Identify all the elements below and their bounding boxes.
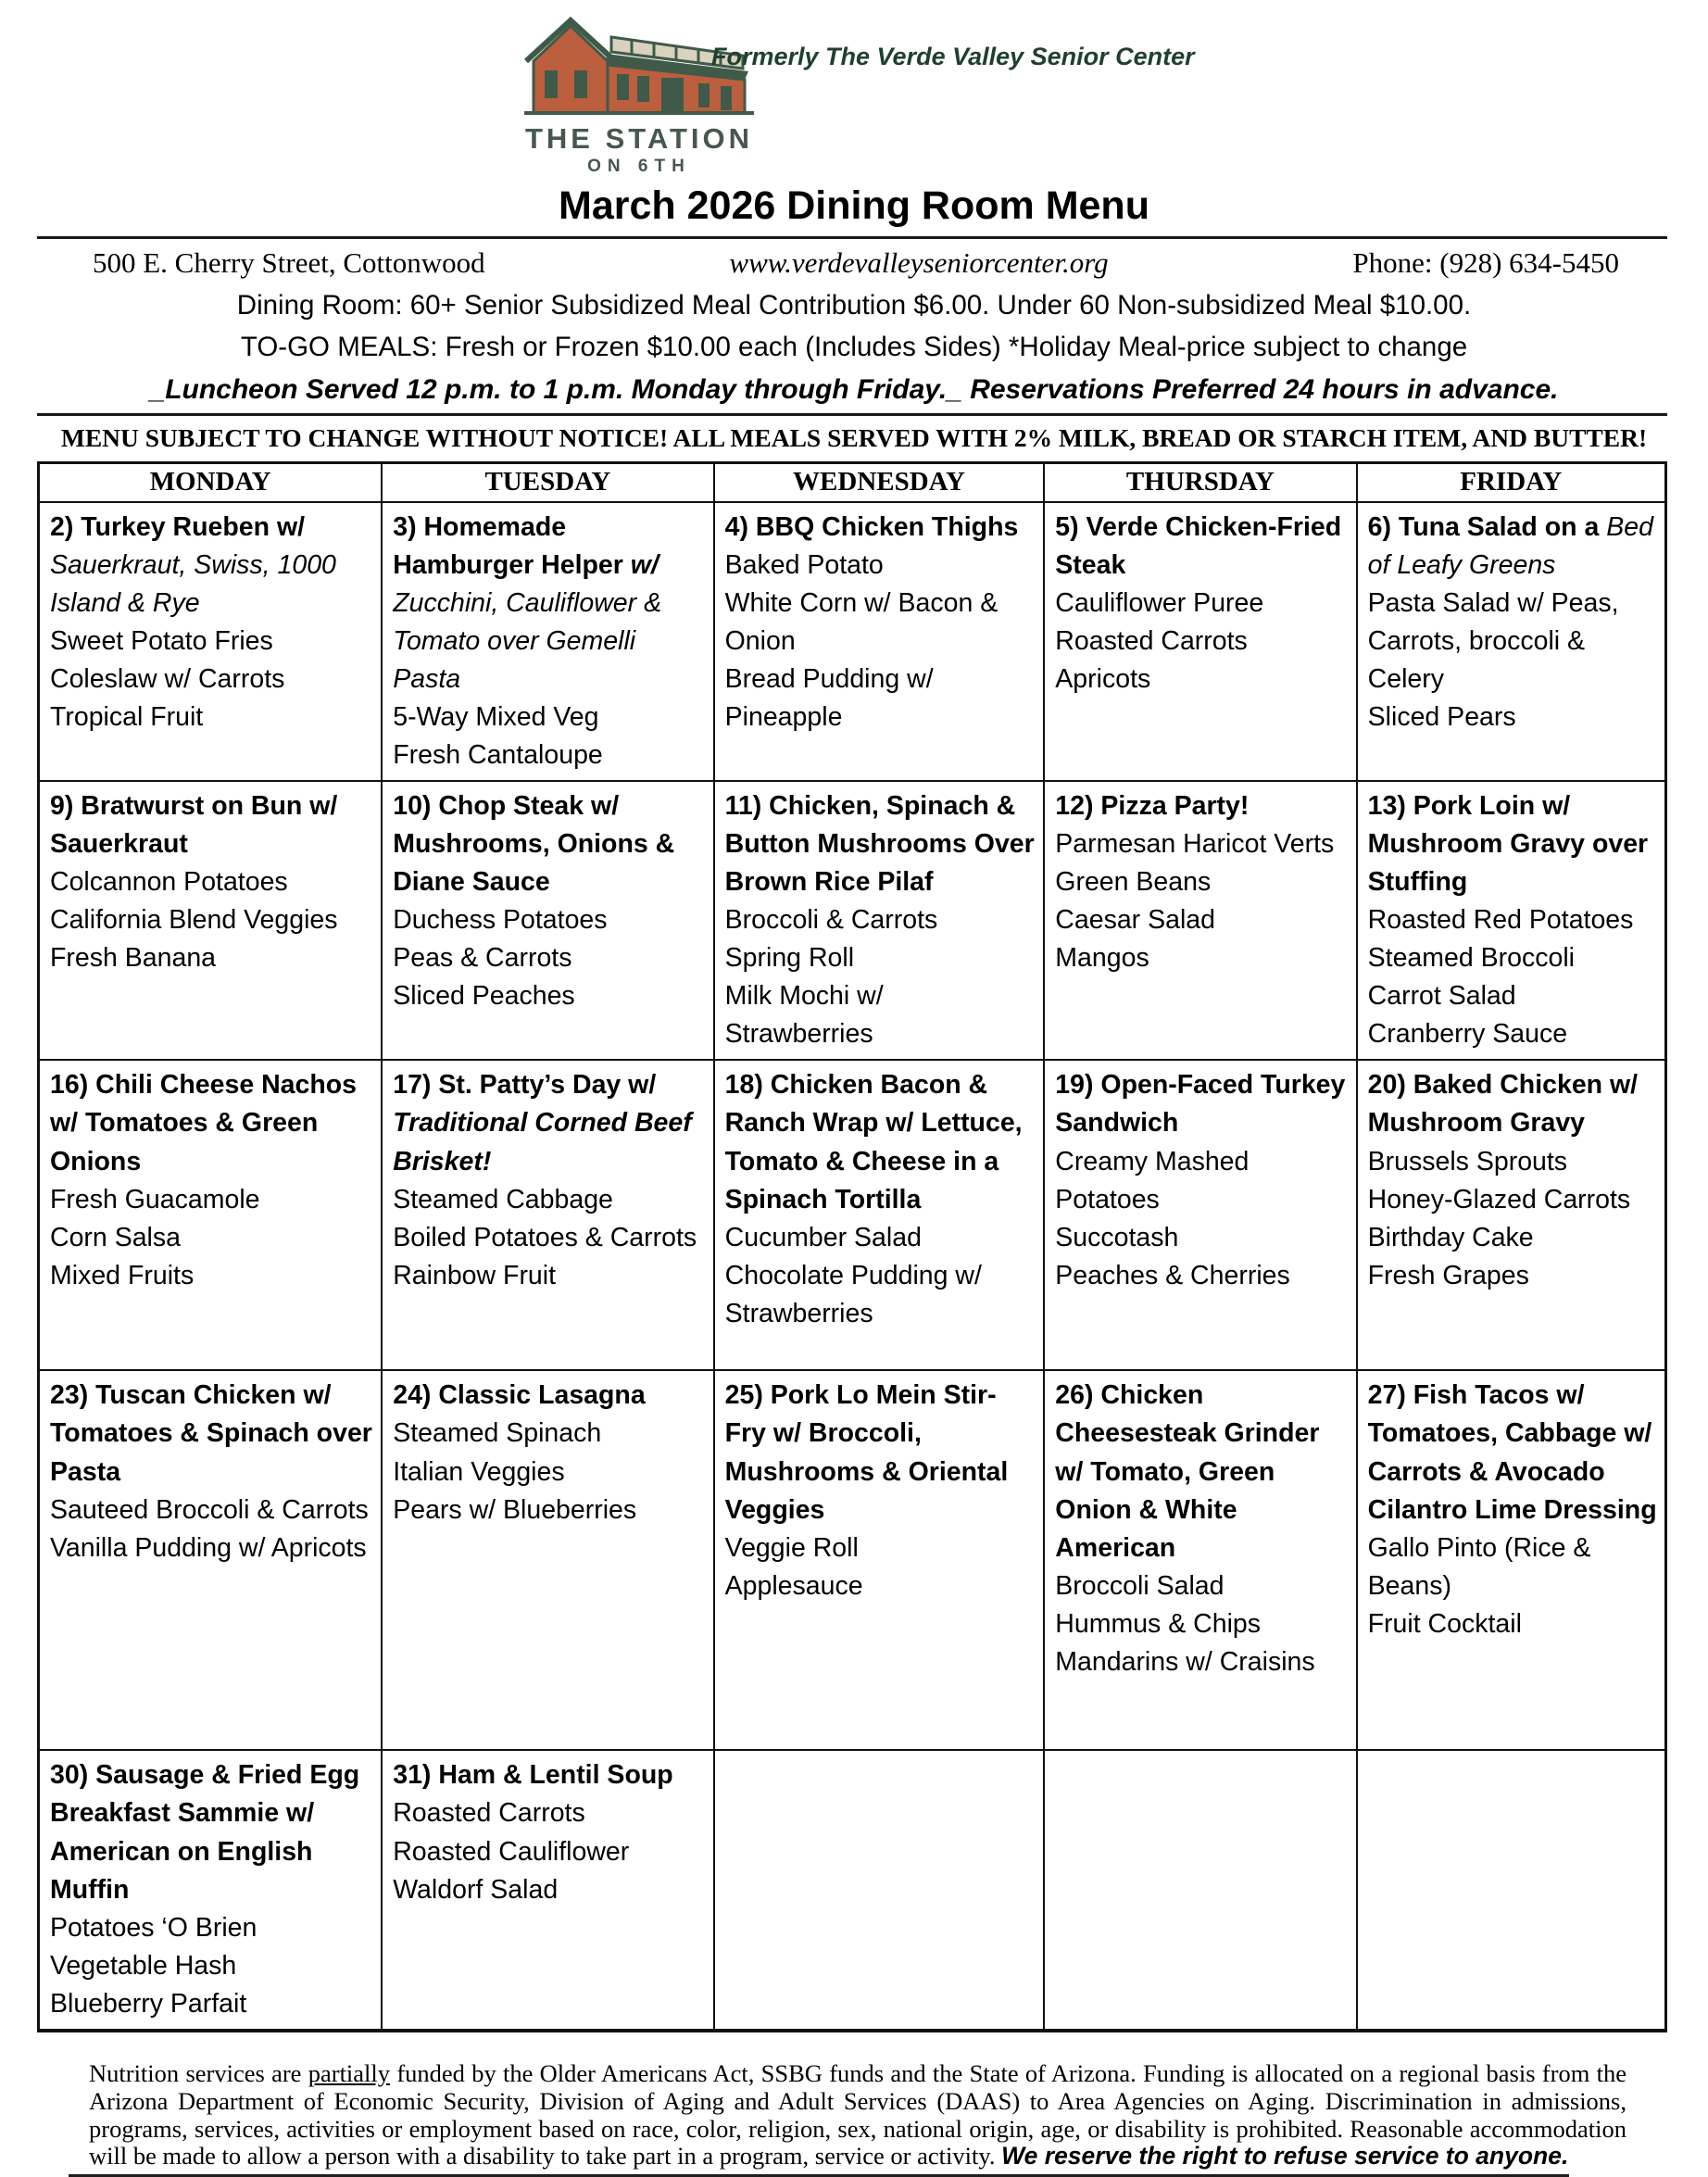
address: 500 E. Cherry Street, Cottonwood	[93, 246, 485, 279]
footer-disclaimer	[89, 2060, 1626, 2171]
text-segment: 30) Sausage & Fried Egg Breakfast Sammie w/ American on English Muffin	[50, 1760, 360, 1905]
text-segment: 3) Homemade Hamburger Helper	[393, 512, 631, 581]
menu-item	[50, 863, 373, 901]
menu-cell-week2-wednesday	[714, 781, 1045, 1060]
text-segment: 13) Pork Loin w/ Mushroom Gravy over Stuffing	[1367, 791, 1649, 898]
menu-item	[50, 1909, 373, 1947]
day-header-thursday: THURSDAY	[1044, 463, 1356, 503]
text-segment: 12) Pizza Party!	[1055, 791, 1250, 822]
menu-item	[1368, 939, 1657, 977]
menu-item	[725, 1377, 1036, 1529]
contact-row	[0, 239, 1708, 280]
menu-item	[1055, 661, 1348, 698]
text-segment: Mangos	[1055, 943, 1149, 974]
text-segment: Sliced Peaches	[393, 981, 575, 1012]
page-header	[0, 13, 1708, 178]
text-segment: Italian Veggies	[393, 1456, 565, 1487]
menu-item	[725, 1567, 1036, 1605]
text-segment: Sauteed Broccoli & Carrots	[50, 1494, 369, 1525]
menu-item	[393, 1257, 705, 1295]
menu-cell-week1-monday	[39, 502, 383, 781]
menu-item	[1368, 1529, 1657, 1605]
week-row-4	[39, 1370, 1666, 1750]
menu-item	[725, 509, 1036, 547]
text-segment: Steamed Cabbage	[393, 1184, 613, 1214]
text-segment: Apricots	[1055, 664, 1151, 695]
week-row-1	[39, 502, 1666, 781]
text-segment: Roasted Carrots	[1055, 626, 1248, 657]
text-segment: Roasted Cauliflower	[393, 1836, 630, 1867]
menu-item	[1055, 1219, 1348, 1257]
text-segment: Nutrition services are	[89, 2058, 308, 2087]
text-segment: Fresh Cantaloupe	[393, 740, 603, 771]
menu-item	[725, 901, 1036, 939]
menu-item	[1055, 939, 1348, 977]
text-segment: Gallo Pinto (Rice & Beans)	[1367, 1532, 1591, 1601]
menu-item	[50, 1181, 373, 1219]
text-segment: 4) BBQ Chicken Thighs	[724, 512, 1019, 542]
text-segment: Broccoli & Carrots	[724, 905, 938, 936]
menu-item	[50, 901, 373, 939]
menu-item	[393, 509, 705, 698]
text-segment: Brussels Sprouts	[1367, 1146, 1568, 1177]
text-segment: Sweet Potato Fries	[50, 626, 273, 657]
text-segment: Caesar Salad	[1055, 905, 1215, 936]
menu-cell-week4-friday	[1357, 1370, 1666, 1750]
menu-cell-week5-thursday	[1044, 1750, 1356, 2030]
menu-item	[393, 1756, 705, 1794]
menu-item	[50, 787, 373, 863]
text-segment: Cucumber Salad	[724, 1222, 922, 1252]
text-segment: Roasted Carrots	[393, 1798, 585, 1829]
menu-cell-week2-monday	[39, 781, 383, 1060]
menu-item	[725, 1066, 1036, 1218]
menu-cell-week3-tuesday	[382, 1060, 713, 1370]
text-segment: White Corn w/ Bacon & Onion	[724, 588, 998, 657]
text-segment: funded by the Older Americans Act, SSBG funds and the State of Arizona. Funding is allocated on a regional basis from the Arizona Department of Economic Security, Division of Aging and Adult Services (DAAS) to Area Agencies on Aging. Discrimination in admissions, programs, services, activities or employment based on race, color, religion, sex, national origin, age, or disability is prohibited. Reasonable accommodation will be made to allow a person with a disability to take part in a program, service or activity.	[89, 2058, 1626, 2171]
menu-item	[1055, 901, 1348, 939]
menu-item	[725, 1219, 1036, 1257]
menu-cell-week4-tuesday	[382, 1370, 713, 1750]
text-segment: w/	[630, 550, 659, 581]
text-segment: Tropical Fruit	[50, 702, 204, 733]
text-segment: Vanilla Pudding w/ Apricots	[50, 1532, 367, 1563]
menu-item	[1055, 787, 1348, 825]
menu-item	[725, 661, 1036, 736]
menu-item	[1368, 585, 1657, 698]
text-segment: Colcannon Potatoes	[50, 867, 288, 898]
menu-item	[725, 585, 1036, 661]
menu-item	[393, 1833, 705, 1871]
text-segment: Corn Salsa	[50, 1222, 181, 1252]
menu-item	[725, 787, 1036, 901]
menu-item	[725, 1257, 1036, 1333]
menu-item	[393, 787, 705, 901]
menu-item	[1368, 1219, 1657, 1257]
text-segment: 20) Baked Chicken w/ Mushroom Gravy	[1367, 1070, 1639, 1139]
menu-table-head	[39, 463, 1666, 503]
menu-item	[393, 977, 705, 1015]
text-segment: Blueberry Parfait	[50, 1988, 247, 2019]
station-logo	[521, 13, 758, 177]
luncheon-line: _Luncheon Served 12 p.m. to 1 p.m. Monday through Friday._ Reservations Preferred 24 hours in advance.	[149, 374, 1559, 405]
menu-item	[393, 1219, 705, 1257]
menu-item	[1055, 1257, 1348, 1295]
menu-cell-week3-wednesday	[714, 1060, 1045, 1370]
menu-item	[1055, 1377, 1348, 1567]
text-segment: Bread Pudding w/ Pineapple	[724, 664, 934, 733]
menu-item	[1368, 1605, 1657, 1643]
text-segment: 23) Tuscan Chicken w/ Tomatoes & Spinach over Pasta	[50, 1380, 372, 1487]
text-segment: Mandarins w/ Craisins	[1055, 1646, 1315, 1677]
menu-item	[393, 939, 705, 977]
menu-item	[50, 661, 373, 698]
menu-item	[393, 1377, 705, 1415]
text-segment: partially	[308, 2058, 391, 2087]
menu-item	[1368, 1143, 1657, 1181]
text-segment: Fresh Banana	[50, 943, 217, 974]
menu-item	[725, 977, 1036, 1053]
menu-item	[1055, 623, 1348, 661]
day-header-monday: MONDAY	[39, 463, 383, 503]
text-segment: Steamed Broccoli	[1367, 943, 1575, 974]
menu-item	[393, 1181, 705, 1219]
menu-item	[1368, 1377, 1657, 1529]
week-row-2	[39, 781, 1666, 1060]
text-segment: Veggie Roll	[724, 1532, 859, 1563]
text-segment: 17) St. Patty’s Day w/	[393, 1070, 657, 1101]
text-segment: We reserve the right to refuse service to anyone.	[1001, 2142, 1569, 2171]
day-header-tuesday: TUESDAY	[382, 463, 713, 503]
text-segment: Chocolate Pudding w/ Strawberries	[724, 1260, 982, 1328]
menu-item	[50, 509, 373, 623]
menu-item	[1055, 509, 1348, 585]
text-segment: 5) Verde Chicken-Fried Steak	[1055, 512, 1342, 581]
text-segment: Baked Potato	[724, 550, 884, 581]
text-segment: Peas & Carrots	[393, 943, 572, 974]
menu-item	[50, 1377, 373, 1491]
menu-item	[50, 939, 373, 977]
menu-cell-week4-monday	[39, 1370, 383, 1750]
menu-item	[1368, 977, 1657, 1015]
phone-number: Phone: (928) 634-5450	[1352, 246, 1619, 279]
text-segment: 2) Turkey Rueben w/	[50, 512, 306, 542]
text-segment: Milk Mochi w/ Strawberries	[724, 981, 884, 1050]
menu-item	[393, 1453, 705, 1491]
text-segment: Fresh Guacamole	[50, 1184, 260, 1214]
menu-item	[725, 939, 1036, 977]
logo-subname: ON 6TH	[587, 157, 691, 176]
text-segment: Hummus & Chips	[1055, 1608, 1262, 1639]
menu-table-body	[39, 502, 1666, 2031]
menu-item	[1055, 1143, 1348, 1219]
text-segment: Birthday Cake	[1367, 1222, 1534, 1252]
menu-item	[1368, 901, 1657, 939]
menu-item	[50, 1756, 373, 1908]
text-segment: Roasted Red Potatoes	[1367, 905, 1634, 936]
text-segment: Traditional Corned Beef Brisket!	[393, 1108, 692, 1177]
page-title: March 2026 Dining Room Menu	[559, 183, 1149, 228]
menu-item	[393, 1491, 705, 1529]
text-segment: Bed of Leafy Greens	[1367, 512, 1653, 581]
menu-item	[50, 1529, 373, 1567]
text-segment: Succotash	[1055, 1222, 1179, 1252]
menu-table	[37, 461, 1667, 2032]
menu-item	[393, 901, 705, 939]
text-segment: Pears w/ Blueberries	[393, 1494, 637, 1525]
text-segment: 18) Chicken Bacon & Ranch Wrap w/ Lettuce, Tomato & Cheese in a Spinach Tortilla	[724, 1070, 1023, 1214]
day-header-friday: FRIDAY	[1357, 463, 1666, 503]
menu-item	[393, 1871, 705, 1909]
text-segment: Spring Roll	[724, 943, 855, 974]
pricing-line: Dining Room: 60+ Senior Subsidized Meal Contribution $6.00. Under 60 Non-subsidized Meal $10.00.	[236, 290, 1472, 321]
menu-cell-week4-thursday	[1044, 1370, 1356, 1750]
text-segment: 27) Fish Tacos w/ Tomatoes, Cabbage w/ Carrots & Avocado Cilantro Lime Dressing	[1367, 1380, 1657, 1525]
menu-item	[725, 1529, 1036, 1567]
menu-cell-week1-tuesday	[382, 502, 713, 781]
menu-item	[1368, 509, 1657, 585]
menu-item	[1368, 1257, 1657, 1295]
text-segment: Applesauce	[724, 1570, 863, 1601]
website-link[interactable]: www.verdevalleyseniorcenter.org	[729, 246, 1109, 279]
text-segment: Fresh Grapes	[1367, 1260, 1529, 1290]
text-segment: Cranberry Sauce	[1367, 1019, 1568, 1050]
menu-item	[393, 698, 705, 736]
menu-item	[1055, 1066, 1348, 1142]
text-segment: Carrot Salad	[1367, 981, 1516, 1012]
menu-item	[50, 1491, 373, 1529]
text-segment: Fruit Cocktail	[1367, 1608, 1522, 1639]
text-segment: 5-Way Mixed Veg	[393, 702, 599, 733]
text-segment: 11) Chicken, Spinach & Button Mushrooms Over Brown Rice Pilaf	[724, 791, 1035, 898]
text-segment: Potatoes ‘O Brien	[50, 1912, 257, 1943]
menu-notice: MENU SUBJECT TO CHANGE WITHOUT NOTICE! ALL MEALS SERVED WITH 2% MILK, BREAD OR STARCH ITEM, AND BUTTER!	[60, 423, 1648, 452]
menu-item	[1055, 585, 1348, 623]
menu-item	[1368, 1015, 1657, 1053]
text-segment: Coleslaw w/ Carrots	[50, 664, 285, 695]
week-row-3	[39, 1060, 1666, 1370]
divider-mid	[37, 413, 1667, 416]
menu-item	[50, 1219, 373, 1257]
menu-cell-week5-friday	[1357, 1750, 1666, 2030]
menu-item	[393, 1415, 705, 1453]
text-segment: 19) Open-Faced Turkey Sandwich	[1055, 1070, 1346, 1139]
day-header-row	[39, 463, 1666, 503]
text-segment: Cauliflower Puree	[1055, 588, 1264, 619]
menu-item	[50, 1947, 373, 1985]
text-segment: Parmesan Haricot Verts Green Beans	[1055, 829, 1335, 898]
text-segment: Waldorf Salad	[393, 1874, 559, 1905]
menu-item	[50, 1985, 373, 2023]
text-segment: 26) Chicken Cheesesteak Grinder w/ Tomato, Green Onion & White American	[1055, 1380, 1320, 1563]
text-segment: California Blend Veggies	[50, 905, 338, 936]
menu-item	[393, 1066, 705, 1180]
text-segment: Pasta Salad w/ Peas, Carrots, broccoli & Celery	[1367, 588, 1619, 695]
text-segment: Broccoli Salad	[1055, 1570, 1224, 1601]
week-row-5	[39, 1750, 1666, 2030]
text-segment: Honey-Glazed Carrots	[1367, 1184, 1631, 1214]
menu-cell-week4-wednesday	[714, 1370, 1045, 1750]
text-segment: Steamed Spinach	[393, 1418, 602, 1449]
menu-item	[50, 1066, 373, 1180]
menu-cell-week5-wednesday	[714, 1750, 1045, 2030]
text-segment: 31) Ham & Lentil Soup	[393, 1760, 673, 1791]
menu-item	[50, 698, 373, 736]
menu-cell-week3-thursday	[1044, 1060, 1356, 1370]
menu-item	[393, 736, 705, 774]
menu-cell-week2-thursday	[1044, 781, 1356, 1060]
logo-tagline: Formerly The Verde Valley Senior Center	[711, 43, 1195, 70]
menu-item	[50, 1257, 373, 1295]
text-segment: Vegetable Hash	[50, 1950, 237, 1981]
menu-cell-week2-friday	[1357, 781, 1666, 1060]
menu-cell-week1-thursday	[1044, 502, 1356, 781]
text-segment: 25) Pork Lo Mein Stir-Fry w/ Broccoli, Mushrooms & Oriental Veggies	[724, 1380, 1009, 1525]
menu-item	[1368, 1181, 1657, 1219]
menu-item	[1055, 1643, 1348, 1681]
text-segment: 6) Tuna Salad on a	[1367, 512, 1607, 542]
text-segment: Sliced Pears	[1367, 702, 1516, 733]
text-segment: Creamy Mashed Potatoes	[1055, 1146, 1250, 1214]
menu-item	[725, 547, 1036, 585]
menu-item	[393, 1794, 705, 1832]
text-segment: 16) Chili Cheese Nachos w/ Tomatoes & Green Onions	[50, 1070, 358, 1177]
text-segment: 9) Bratwurst on Bun w/ Sauerkraut	[50, 791, 338, 860]
menu-cell-week3-friday	[1357, 1060, 1666, 1370]
menu-cell-week3-monday	[39, 1060, 383, 1370]
menu-cell-week5-monday	[39, 1750, 383, 2030]
menu-item	[50, 623, 373, 661]
menu-cell-week2-tuesday	[382, 781, 713, 1060]
menu-item	[1055, 1605, 1348, 1643]
text-segment: Rainbow Fruit	[393, 1260, 557, 1290]
text-segment: Boiled Potatoes & Carrots	[393, 1222, 697, 1252]
menu-item	[1368, 698, 1657, 736]
text-segment: 24) Classic Lasagna	[393, 1380, 646, 1411]
text-segment: Zucchini, Cauliflower & Tomato over Gemelli Pasta	[393, 588, 662, 695]
menu-cell-week5-tuesday	[382, 1750, 713, 2030]
menu-item	[1055, 1567, 1348, 1605]
text-segment: Duchess Potatoes	[393, 905, 608, 936]
text-segment: Peaches & Cherries	[1055, 1260, 1290, 1290]
togo-line: TO-GO MEALS: Fresh or Frozen $10.00 each (Includes Sides) *Holiday Meal-price subject to change	[240, 332, 1468, 362]
text-segment: 10) Chop Steak w/ Mushrooms, Onions & Diane Sauce	[393, 791, 675, 898]
day-header-wednesday: WEDNESDAY	[714, 463, 1045, 503]
logo-name: THE STATION	[524, 122, 754, 155]
text-segment: Sauerkraut, Swiss, 1000 Island & Rye	[50, 550, 336, 619]
menu-cell-week1-friday	[1357, 502, 1666, 781]
menu-item	[1055, 825, 1348, 901]
menu-item	[1368, 1066, 1657, 1142]
text-segment: Mixed Fruits	[50, 1260, 195, 1290]
menu-item	[1368, 787, 1657, 901]
menu-cell-week1-wednesday	[714, 502, 1045, 781]
